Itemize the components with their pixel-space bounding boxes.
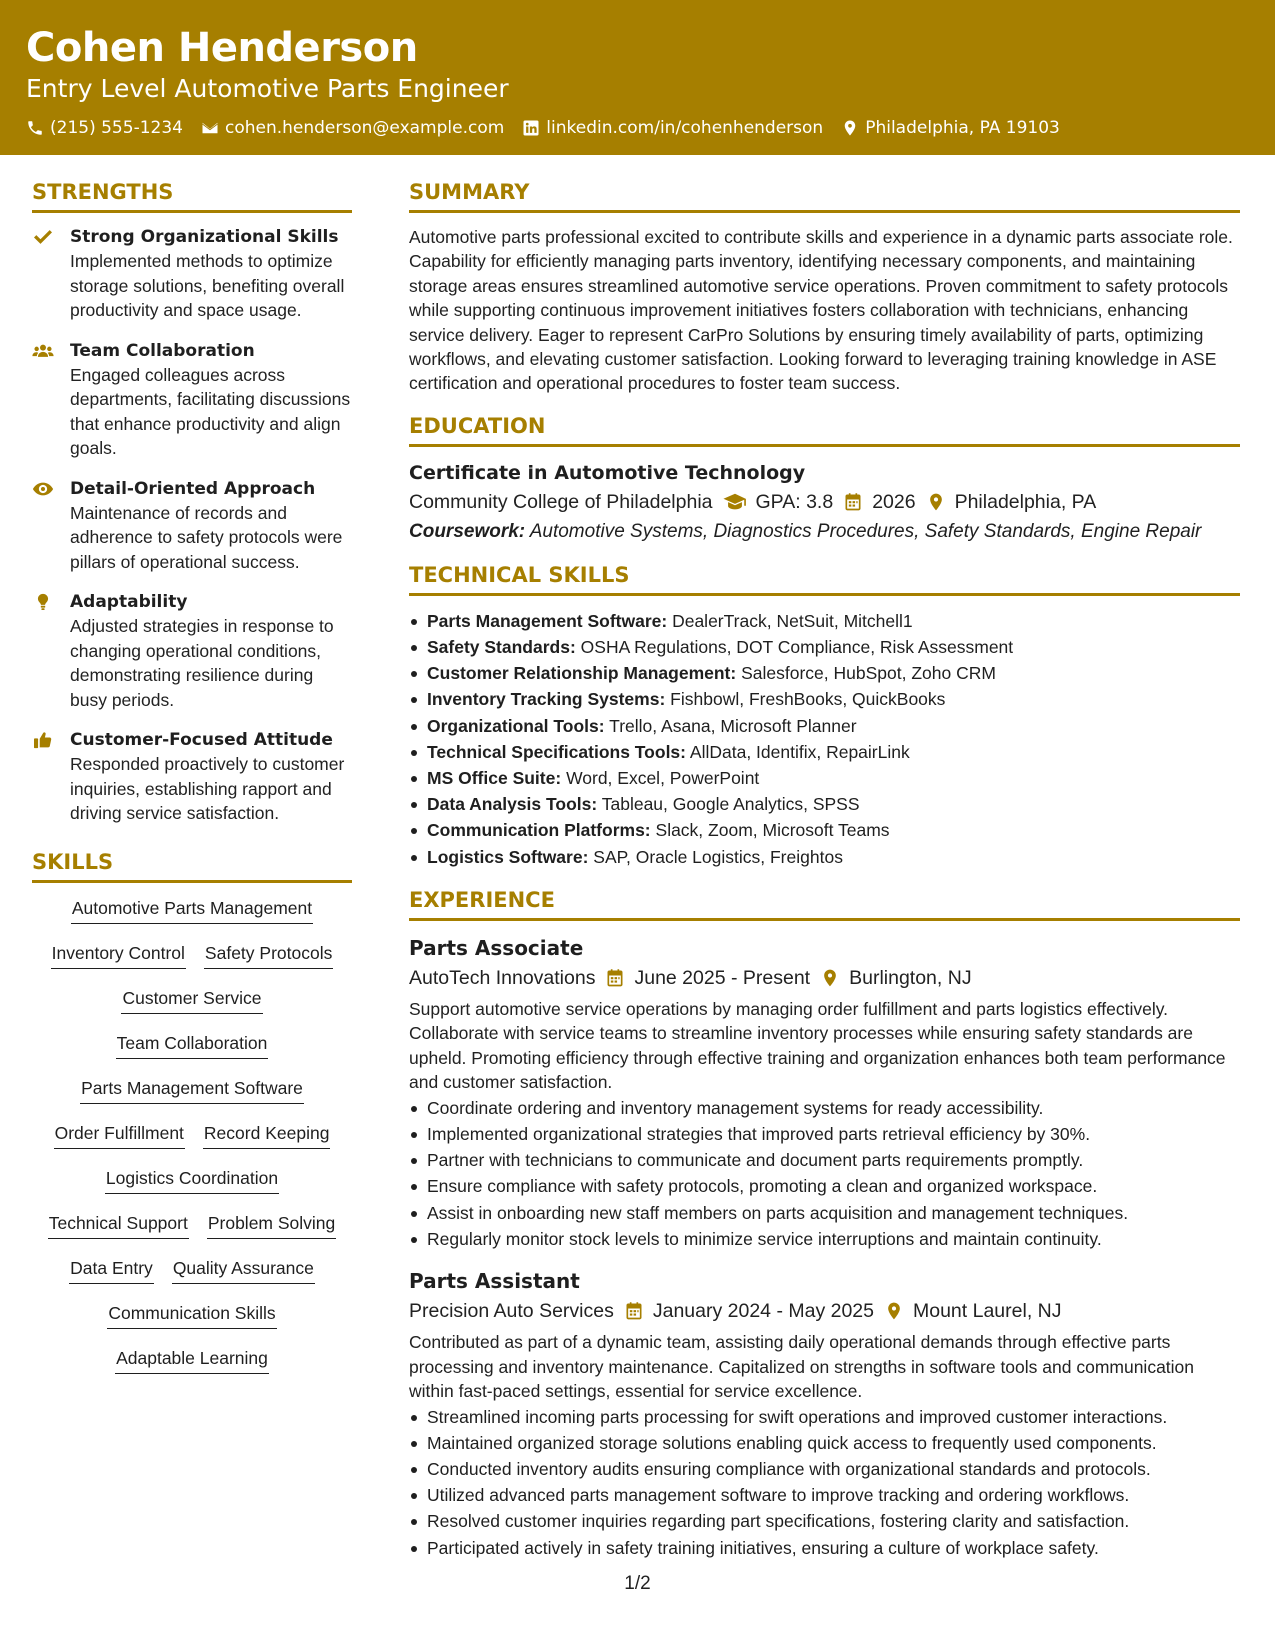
strength-desc: Adjusted strategies in response to changing operational conditions, demonstrating resilience during busy periods. bbox=[70, 616, 334, 710]
skill-tag: Adaptable Learning bbox=[115, 1345, 269, 1374]
skills-grid bbox=[32, 895, 352, 1390]
strength-item bbox=[32, 339, 352, 461]
job-meta bbox=[409, 963, 1240, 993]
skill-row bbox=[107, 1300, 276, 1345]
skill-tag: Record Keeping bbox=[203, 1120, 331, 1149]
degree-title: Certificate in Automotive Technology bbox=[409, 461, 806, 484]
skill-tag: Customer Service bbox=[121, 985, 262, 1014]
skill-row bbox=[51, 940, 334, 985]
phone-icon bbox=[26, 119, 44, 137]
job-location: Mount Laurel, NJ bbox=[913, 1300, 1062, 1323]
technical-skill-label: Customer Relationship Management: bbox=[427, 663, 737, 684]
skill-row bbox=[80, 1075, 304, 1120]
users-icon bbox=[32, 342, 54, 360]
technical-skill-value: AllData, Identifix, RepairLink bbox=[689, 741, 910, 762]
technical-skills-list bbox=[409, 608, 1240, 870]
thumbs-up-icon bbox=[32, 731, 54, 749]
technical-skill-item bbox=[409, 660, 1240, 686]
location-text: Philadelphia, PA 19103 bbox=[865, 118, 1060, 138]
phone-text: (215) 555-1234 bbox=[50, 118, 183, 138]
job-bullet: Partner with technicians to communicate and document parts requirements promptly. bbox=[409, 1147, 1240, 1173]
summary-title: SUMMARY bbox=[409, 178, 1240, 213]
skill-row bbox=[54, 1120, 331, 1165]
map-pin-icon bbox=[926, 492, 946, 512]
technical-skill-value: SAP, Oracle Logistics, Freightos bbox=[593, 846, 843, 867]
job-meta bbox=[409, 1296, 1240, 1326]
technical-skill-label: Safety Standards: bbox=[427, 637, 576, 658]
left-column bbox=[32, 178, 352, 1390]
company-name: Precision Auto Services bbox=[409, 1300, 614, 1323]
skill-tag: Logistics Coordination bbox=[105, 1165, 279, 1194]
contact-bar bbox=[26, 116, 1249, 140]
job-bullet: Assist in onboarding new staff members on parts acquisition and management techniques. bbox=[409, 1200, 1240, 1226]
skill-tag: Problem Solving bbox=[207, 1210, 336, 1239]
email-text: cohen.henderson@example.com bbox=[224, 118, 505, 138]
linkedin-text: linkedin.com/in/cohenhenderson bbox=[546, 118, 824, 138]
skill-tag: Communication Skills bbox=[107, 1300, 276, 1329]
skill-tag: Inventory Control bbox=[51, 940, 186, 969]
job-dates: June 2025 - Present bbox=[634, 966, 811, 989]
strength-title: Adaptability bbox=[70, 592, 188, 612]
job-bullet: Streamlined incoming parts processing for swift operations and improved customer interactions. bbox=[409, 1404, 1240, 1430]
strength-desc: Engaged colleagues across departments, facilitating discussions that enhance productivity and align goals. bbox=[70, 364, 351, 458]
job-bullet: Resolved customer inquiries regarding part specifications, fostering clarity and satisfaction. bbox=[409, 1508, 1240, 1534]
skill-row bbox=[105, 1165, 279, 1210]
technical-skill-item bbox=[409, 791, 1240, 817]
technical-skills-title: TECHNICAL SKILLS bbox=[409, 561, 1240, 596]
coursework-text: Automotive Systems, Diagnostics Procedures, Safety Standards, Engine Repair bbox=[529, 520, 1202, 542]
technical-skill-item bbox=[409, 713, 1240, 739]
map-pin-icon bbox=[820, 968, 840, 988]
strength-desc: Responded proactively to customer inquiries, establishing rapport and driving service satisfaction. bbox=[70, 754, 345, 823]
school-name: Community College of Philadelphia bbox=[409, 490, 713, 513]
job-entry bbox=[409, 933, 1240, 1252]
technical-skill-label: MS Office Suite: bbox=[427, 768, 562, 789]
strength-title: Strong Organizational Skills bbox=[70, 227, 339, 247]
strength-item bbox=[32, 477, 352, 575]
skill-row bbox=[115, 1345, 269, 1390]
job-title: Parts Assistant bbox=[409, 1269, 580, 1294]
skill-tag: Parts Management Software bbox=[80, 1075, 304, 1104]
job-bullet: Implemented organizational strategies that improved parts retrieval efficiency by 30%. bbox=[409, 1121, 1240, 1147]
skill-tag: Data Entry bbox=[69, 1255, 154, 1284]
linkedin-icon bbox=[522, 119, 540, 137]
candidate-role: Entry Level Automotive Parts Engineer bbox=[26, 74, 509, 103]
experience-list bbox=[409, 933, 1240, 1561]
header bbox=[0, 0, 1275, 155]
job-bullet: Maintained organized storage solutions enabling quick access to frequently used components. bbox=[409, 1430, 1240, 1456]
contact-linkedin[interactable] bbox=[522, 116, 823, 140]
graduation-cap-icon bbox=[723, 492, 747, 512]
job-bullet: Conducted inventory audits ensuring compliance with organizational standards and protocols. bbox=[409, 1456, 1240, 1482]
technical-skill-label: Inventory Tracking Systems: bbox=[427, 689, 666, 710]
education-year: 2026 bbox=[872, 490, 916, 513]
strength-desc: Implemented methods to optimize storage solutions, benefiting overall productivity and space usage. bbox=[70, 251, 345, 320]
skill-tag: Team Collaboration bbox=[116, 1030, 269, 1059]
map-pin-icon bbox=[841, 119, 859, 137]
education-title: EDUCATION bbox=[409, 412, 1240, 447]
skill-tag: Quality Assurance bbox=[172, 1255, 315, 1284]
contact-email[interactable] bbox=[201, 116, 504, 140]
job-bullet: Coordinate ordering and inventory management systems for ready accessibility. bbox=[409, 1095, 1240, 1121]
lightbulb-icon bbox=[32, 593, 54, 611]
job-location: Burlington, NJ bbox=[849, 966, 972, 989]
education-location: Philadelphia, PA bbox=[954, 490, 1097, 513]
technical-skill-label: Technical Specifications Tools: bbox=[427, 741, 686, 762]
contact-phone[interactable] bbox=[26, 116, 183, 140]
technical-skill-item bbox=[409, 765, 1240, 791]
envelope-icon bbox=[201, 119, 219, 137]
technical-skill-item bbox=[409, 608, 1240, 634]
map-pin-icon bbox=[884, 1301, 904, 1321]
eye-icon bbox=[32, 480, 54, 498]
page-number: 1/2 bbox=[624, 1573, 651, 1594]
technical-skill-label: Organizational Tools: bbox=[427, 715, 605, 736]
check-icon bbox=[32, 228, 54, 246]
job-bullet: Utilized advanced parts management software to improve tracking and ordering workflows. bbox=[409, 1482, 1240, 1508]
job-bullet: Ensure compliance with safety protocols, promoting a clean and organized workspace. bbox=[409, 1173, 1240, 1199]
strength-item bbox=[32, 590, 352, 712]
technical-skill-item bbox=[409, 817, 1240, 843]
skill-tag: Safety Protocols bbox=[204, 940, 333, 969]
job-bullets bbox=[409, 1095, 1240, 1252]
skills-title: SKILLS bbox=[32, 848, 352, 883]
technical-skill-value: Word, Excel, PowerPoint bbox=[566, 768, 760, 789]
technical-skill-value: OSHA Regulations, DOT Compliance, Risk Assessment bbox=[580, 637, 1014, 658]
skill-tag: Technical Support bbox=[48, 1210, 189, 1239]
technical-skill-item bbox=[409, 634, 1240, 660]
gpa-text: GPA: 3.8 bbox=[755, 490, 834, 513]
technical-skill-value: Trello, Asana, Microsoft Planner bbox=[609, 715, 857, 736]
technical-skill-item bbox=[409, 844, 1240, 870]
summary-text: Automotive parts professional excited to contribute skills and experience in a dynamic parts associate role. Capability for efficiently managing parts inventory, identifying necessary components, and maintaining storage areas ensures streamlined automotive service operations. Proven commitment to safety protocols while supporting continuous improvement initiatives fosters collaboration with technicians, enhancing service delivery. Eager to represent CarPro Solutions by ensuring timely availability of parts, optimizing workflows, and elevating customer satisfaction. Looking forward to leveraging training knowledge in ASE certification and operational procedures to foster team success. bbox=[409, 227, 1233, 394]
job-description: Support automotive service operations by managing order fulfillment and parts logistics effectively. Collaborate with service teams to streamline inventory processes while ensuring safety standards are upheld. Promoting efficiency through effective training and organization enhances both team performance and customer satisfaction. bbox=[409, 998, 1226, 1093]
calendar-icon bbox=[605, 968, 625, 988]
technical-skill-value: Salesforce, HubSpot, Zoho CRM bbox=[741, 663, 996, 684]
technical-skill-value: Fishbowl, FreshBooks, QuickBooks bbox=[670, 689, 946, 710]
strength-title: Detail-Oriented Approach bbox=[70, 478, 316, 499]
strengths-title: STRENGTHS bbox=[32, 178, 352, 213]
job-bullet: Participated actively in safety training initiatives, ensuring a culture of workplace safety. bbox=[409, 1535, 1240, 1561]
technical-skill-item bbox=[409, 686, 1240, 712]
strength-desc: Maintenance of records and adherence to safety protocols were pillars of operational success. bbox=[70, 502, 343, 572]
technical-skill-label: Logistics Software: bbox=[427, 846, 589, 867]
technical-skill-value: Tableau, Google Analytics, SPSS bbox=[601, 794, 860, 815]
job-bullet: Regularly monitor stock levels to minimize service interruptions and maintain continuity. bbox=[409, 1226, 1240, 1252]
skill-tag: Automotive Parts Management bbox=[71, 895, 313, 924]
strength-title: Customer-Focused Attitude bbox=[70, 730, 333, 750]
education-meta bbox=[409, 487, 1240, 517]
technical-skill-value: Slack, Zoom, Microsoft Teams bbox=[655, 820, 890, 841]
skill-row bbox=[121, 985, 262, 1030]
company-name: AutoTech Innovations bbox=[409, 966, 596, 989]
skill-row bbox=[116, 1030, 269, 1075]
calendar-icon bbox=[624, 1301, 644, 1321]
skill-row bbox=[48, 1210, 337, 1255]
job-dates: January 2024 - May 2025 bbox=[652, 1300, 874, 1323]
job-bullets bbox=[409, 1404, 1240, 1561]
technical-skill-value: DealerTrack, NetSuit, Mitchell1 bbox=[672, 610, 913, 631]
job-description: Contributed as part of a dynamic team, assisting daily operational demands through effective parts processing and inventory maintenance. Capitalized on strengths in software tools and communication within fast-paced settings, essential for service excellence. bbox=[409, 1332, 1195, 1402]
candidate-name: Cohen Henderson bbox=[26, 25, 418, 71]
skill-tag: Order Fulfillment bbox=[54, 1120, 185, 1149]
technical-skill-item bbox=[409, 739, 1240, 765]
experience-title: EXPERIENCE bbox=[409, 886, 1240, 921]
skill-row bbox=[69, 1255, 315, 1300]
technical-skill-label: Data Analysis Tools: bbox=[427, 794, 598, 815]
skill-row bbox=[71, 895, 313, 940]
job-entry bbox=[409, 1266, 1240, 1561]
right-column bbox=[409, 178, 1240, 1575]
technical-skill-label: Parts Management Software: bbox=[427, 610, 668, 631]
strength-title: Team Collaboration bbox=[70, 340, 255, 361]
strength-item bbox=[32, 225, 352, 323]
contact-location bbox=[841, 116, 1060, 140]
calendar-icon bbox=[843, 492, 863, 512]
coursework-label: Coursework: bbox=[409, 520, 526, 542]
strength-item bbox=[32, 728, 352, 826]
coursework bbox=[409, 517, 1240, 547]
technical-skill-label: Communication Platforms: bbox=[427, 820, 651, 841]
job-title: Parts Associate bbox=[409, 935, 584, 960]
